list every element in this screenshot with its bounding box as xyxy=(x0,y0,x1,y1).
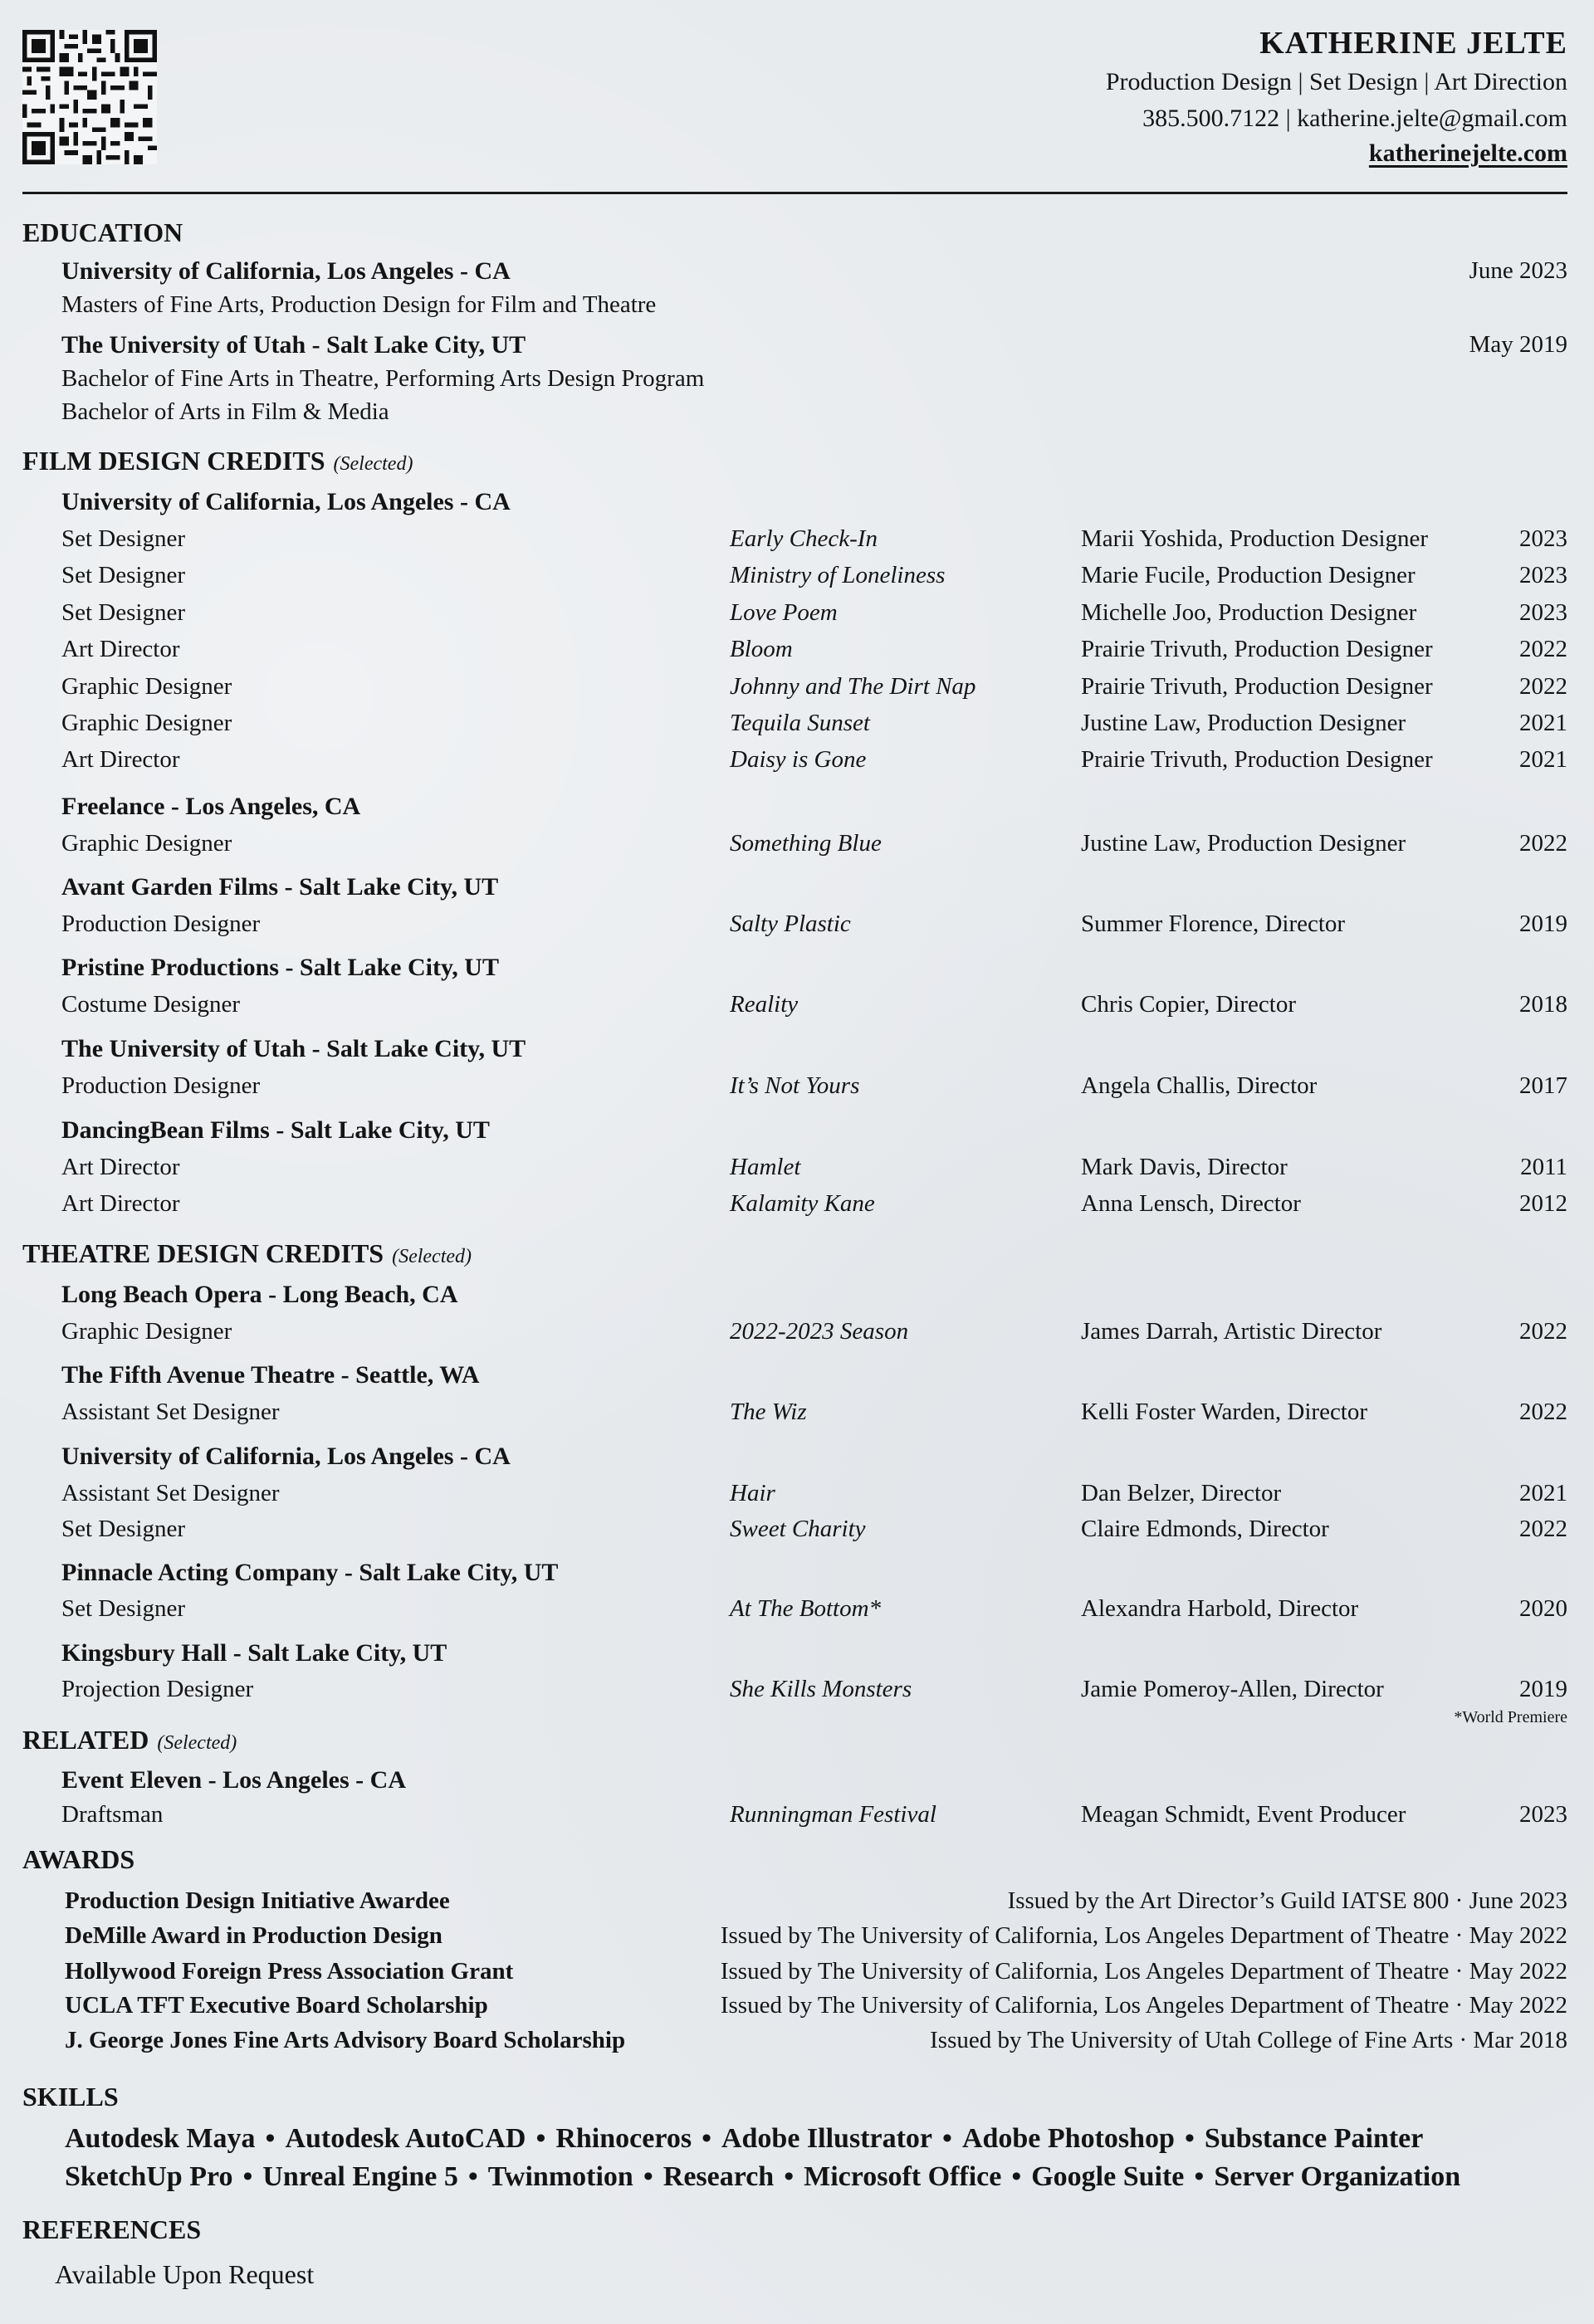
credit-title: Runningman Festival xyxy=(730,1801,936,1828)
section-title-theatre xyxy=(22,1238,472,1269)
skill-item: Unreal Engine 5 xyxy=(262,2161,458,2192)
credit-role: Graphic Designer xyxy=(61,710,232,736)
skill-item: Twinmotion xyxy=(487,2161,633,2192)
degree-text: Bachelor of Arts in Film & Media xyxy=(61,398,389,425)
credit-role: Set Designer xyxy=(61,1516,185,1542)
skill-item: Research xyxy=(663,2161,775,2192)
credit-year: 2023 xyxy=(1519,562,1567,588)
selected-note: (Selected) xyxy=(392,1246,472,1267)
credit-year: 2011 xyxy=(1520,1154,1567,1180)
bullet-separator: • xyxy=(784,2161,795,2192)
website-link[interactable]: katherinejelte.com xyxy=(1368,139,1567,167)
credit-title: Tequila Sunset xyxy=(730,710,870,736)
bullet-separator: • xyxy=(242,2161,253,2192)
theatre-org: University of California, Los Angeles - CA xyxy=(61,1443,511,1470)
credit-title: It’s Not Yours xyxy=(730,1072,860,1099)
credit-role: Art Director xyxy=(61,746,180,773)
theatre-org: The Fifth Avenue Theatre - Seattle, WA xyxy=(61,1361,480,1389)
credit-title: Something Blue xyxy=(730,830,882,857)
section-title-film xyxy=(22,446,413,476)
credit-title: Reality xyxy=(730,991,799,1018)
theatre-org: Long Beach Opera - Long Beach, CA xyxy=(61,1281,458,1308)
credit-person: Summer Florence, Director xyxy=(1081,911,1346,937)
credit-person: Claire Edmonds, Director xyxy=(1081,1516,1329,1542)
credit-person: James Darrah, Artistic Director xyxy=(1081,1318,1382,1345)
credit-title: Johnny and The Dirt Nap xyxy=(730,673,976,700)
bullet-separator: • xyxy=(535,2123,546,2154)
bullet-separator: • xyxy=(942,2123,952,2154)
credit-role: Production Designer xyxy=(61,911,261,937)
credit-role: Graphic Designer xyxy=(61,830,232,857)
theatre-org: Kingsbury Hall - Salt Lake City, UT xyxy=(61,1639,447,1667)
skill-item: SketchUp Pro xyxy=(65,2161,233,2192)
credit-person: Anna Lensch, Director xyxy=(1081,1190,1301,1217)
bullet-separator: • xyxy=(643,2161,653,2192)
skill-item: Server Organization xyxy=(1214,2161,1461,2192)
applicant-subtitle: Production Design | Set Design | Art Direction xyxy=(1105,68,1567,95)
credit-person: Angela Challis, Director xyxy=(1081,1072,1318,1099)
selected-note: (Selected) xyxy=(333,453,413,475)
credit-year: 2023 xyxy=(1519,1801,1567,1828)
credit-role: Art Director xyxy=(61,1190,180,1217)
credit-year: 2022 xyxy=(1519,636,1567,662)
award-name: Production Design Initiative Awardee xyxy=(65,1887,450,1914)
degree-text: Masters of Fine Arts, Production Design for Film and Theatre xyxy=(61,291,657,318)
credit-title: Daisy is Gone xyxy=(730,746,867,773)
award-issuer: Issued by the Art Director’s Guild IATSE 800 · June 2023 xyxy=(1007,1887,1567,1914)
credit-role: Production Designer xyxy=(61,1072,261,1099)
credit-person: Prairie Trivuth, Production Designer xyxy=(1081,673,1433,700)
school-name: The University of Utah - Salt Lake City, UT xyxy=(61,331,526,359)
bullet-separator: • xyxy=(1011,2161,1022,2192)
skill-item: Substance Painter xyxy=(1204,2123,1424,2154)
credit-role: Set Designer xyxy=(61,525,185,552)
credit-person: Meagan Schmidt, Event Producer xyxy=(1081,1801,1406,1828)
credit-person: Kelli Foster Warden, Director xyxy=(1081,1399,1368,1425)
credit-role: Assistant Set Designer xyxy=(61,1399,280,1425)
award-issuer: Issued by The University of California, Los Angeles Department of Theatre · May 2022 xyxy=(720,1922,1567,1949)
credit-person: Marie Fucile, Production Designer xyxy=(1081,562,1416,588)
section-title-references: REFERENCES xyxy=(22,2214,202,2244)
award-issuer: Issued by The University of Utah College of Fine Arts · Mar 2018 xyxy=(930,2027,1567,2053)
film-org: Pristine Productions - Salt Lake City, UT xyxy=(61,954,499,981)
section-title-skills: SKILLS xyxy=(22,2082,119,2112)
section-title-education: EDUCATION xyxy=(22,217,183,247)
degree-text: Bachelor of Fine Arts in Theatre, Performing Arts Design Program xyxy=(61,365,705,392)
credit-role: Projection Designer xyxy=(61,1676,254,1702)
header-divider xyxy=(22,192,1567,194)
school-date: May 2019 xyxy=(1469,331,1567,358)
skill-item: Microsoft Office xyxy=(804,2161,1002,2192)
credit-person: Prairie Trivuth, Production Designer xyxy=(1081,636,1433,662)
credit-year: 2023 xyxy=(1519,599,1567,626)
award-name: DeMille Award in Production Design xyxy=(65,1922,443,1949)
world-premiere-footnote: *World Premiere xyxy=(1454,1708,1567,1726)
credit-role: Graphic Designer xyxy=(61,673,232,700)
credit-person: Justine Law, Production Designer xyxy=(1081,830,1406,857)
credit-title: 2022-2023 Season xyxy=(730,1318,909,1345)
credit-year: 2018 xyxy=(1519,991,1567,1018)
credit-title: Salty Plastic xyxy=(730,911,851,937)
award-issuer: Issued by The University of California, Los Angeles Department of Theatre · May 2022 xyxy=(720,1958,1567,1985)
skill-item: Autodesk Maya xyxy=(65,2123,256,2154)
skill-item: Google Suite xyxy=(1031,2161,1185,2192)
award-name: J. George Jones Fine Arts Advisory Board Scholarship xyxy=(65,2027,626,2053)
theatre-org: Pinnacle Acting Company - Salt Lake City, UT xyxy=(61,1559,559,1586)
credit-person: Dan Belzer, Director xyxy=(1081,1480,1282,1506)
skill-item: Adobe Illustrator xyxy=(721,2123,933,2154)
bullet-separator: • xyxy=(1184,2123,1195,2154)
bullet-separator: • xyxy=(265,2123,276,2154)
section-title-related xyxy=(22,1725,237,1755)
credit-title: At The Bottom* xyxy=(730,1595,882,1622)
credit-title: Love Poem xyxy=(730,599,838,626)
qr-code-icon xyxy=(22,30,157,164)
film-org: Avant Garden Films - Salt Lake City, UT xyxy=(61,873,499,901)
film-org: Freelance - Los Angeles, CA xyxy=(61,793,361,820)
credit-year: 2022 xyxy=(1519,673,1567,700)
bullet-separator: • xyxy=(467,2161,478,2192)
credit-title: She Kills Monsters xyxy=(730,1676,912,1702)
credit-year: 2021 xyxy=(1519,710,1567,736)
credit-person: Alexandra Harbold, Director xyxy=(1081,1595,1359,1622)
credit-title: The Wiz xyxy=(730,1399,807,1425)
credit-person: Jamie Pomeroy-Allen, Director xyxy=(1081,1676,1384,1702)
credit-year: 2022 xyxy=(1519,1516,1567,1542)
school-name: University of California, Los Angeles - CA xyxy=(61,257,511,285)
credit-role: Set Designer xyxy=(61,599,185,626)
skill-item: Autodesk AutoCAD xyxy=(285,2123,526,2154)
credit-year: 2012 xyxy=(1519,1190,1567,1217)
credit-title: Bloom xyxy=(730,636,793,662)
contact-line: 385.500.7122 | katherine.jelte@gmail.com xyxy=(1142,105,1567,132)
credit-role: Draftsman xyxy=(61,1801,164,1828)
credit-title: Ministry of Loneliness xyxy=(730,562,946,588)
references-text: Available Upon Request xyxy=(55,2259,315,2289)
credit-year: 2019 xyxy=(1519,1676,1567,1702)
credit-title: Hamlet xyxy=(730,1154,801,1180)
skill-item: Rhinoceros xyxy=(555,2123,692,2154)
section-title-awards: AWARDS xyxy=(22,1844,135,1874)
credit-role: Art Director xyxy=(61,1154,180,1180)
credit-role: Set Designer xyxy=(61,562,185,588)
credit-year: 2021 xyxy=(1519,746,1567,773)
credit-year: 2017 xyxy=(1519,1072,1567,1099)
credit-year: 2019 xyxy=(1519,911,1567,937)
credit-title: Hair xyxy=(730,1480,775,1506)
credit-title: Early Check-In xyxy=(730,525,878,552)
section-title-text: FILM DESIGN CREDITS xyxy=(22,446,325,476)
section-title-text: RELATED xyxy=(22,1725,149,1755)
applicant-name: KATHERINE JELTE xyxy=(1259,26,1567,61)
award-name: Hollywood Foreign Press Association Grant xyxy=(65,1958,514,1985)
film-org: The University of Utah - Salt Lake City, UT xyxy=(61,1035,526,1062)
skills-line xyxy=(65,2161,1460,2193)
credit-year: 2020 xyxy=(1519,1595,1567,1622)
bullet-separator: • xyxy=(1194,2161,1205,2192)
film-org: University of California, Los Angeles - CA xyxy=(61,488,511,515)
credit-year: 2021 xyxy=(1519,1480,1567,1506)
section-title-text: THEATRE DESIGN CREDITS xyxy=(22,1238,384,1268)
bullet-separator: • xyxy=(702,2123,711,2154)
credit-role: Assistant Set Designer xyxy=(61,1480,280,1506)
credit-year: 2023 xyxy=(1519,525,1567,552)
award-name: UCLA TFT Executive Board Scholarship xyxy=(65,1992,488,2019)
selected-note: (Selected) xyxy=(157,1732,237,1754)
credit-year: 2022 xyxy=(1519,1318,1567,1345)
credit-person: Prairie Trivuth, Production Designer xyxy=(1081,746,1433,773)
credit-role: Set Designer xyxy=(61,1595,185,1622)
award-issuer: Issued by The University of California, Los Angeles Department of Theatre · May 2022 xyxy=(720,1992,1567,2019)
credit-person: Michelle Joo, Production Designer xyxy=(1081,599,1417,626)
credit-person: Chris Copier, Director xyxy=(1081,991,1296,1018)
credit-year: 2022 xyxy=(1519,830,1567,857)
credit-person: Mark Davis, Director xyxy=(1081,1154,1288,1180)
film-org: DancingBean Films - Salt Lake City, UT xyxy=(61,1116,490,1144)
related-org: Event Eleven - Los Angeles - CA xyxy=(61,1766,406,1794)
skill-item: Adobe Photoshop xyxy=(961,2123,1175,2154)
credit-role: Costume Designer xyxy=(61,991,241,1018)
credit-year: 2022 xyxy=(1519,1399,1567,1425)
credit-title: Sweet Charity xyxy=(730,1516,866,1542)
credit-person: Marii Yoshida, Production Designer xyxy=(1081,525,1429,552)
credit-person: Justine Law, Production Designer xyxy=(1081,710,1406,736)
credit-role: Graphic Designer xyxy=(61,1318,232,1345)
school-date: June 2023 xyxy=(1469,257,1567,284)
skills-line xyxy=(65,2123,1423,2155)
credit-role: Art Director xyxy=(61,636,180,662)
credit-title: Kalamity Kane xyxy=(730,1190,875,1217)
